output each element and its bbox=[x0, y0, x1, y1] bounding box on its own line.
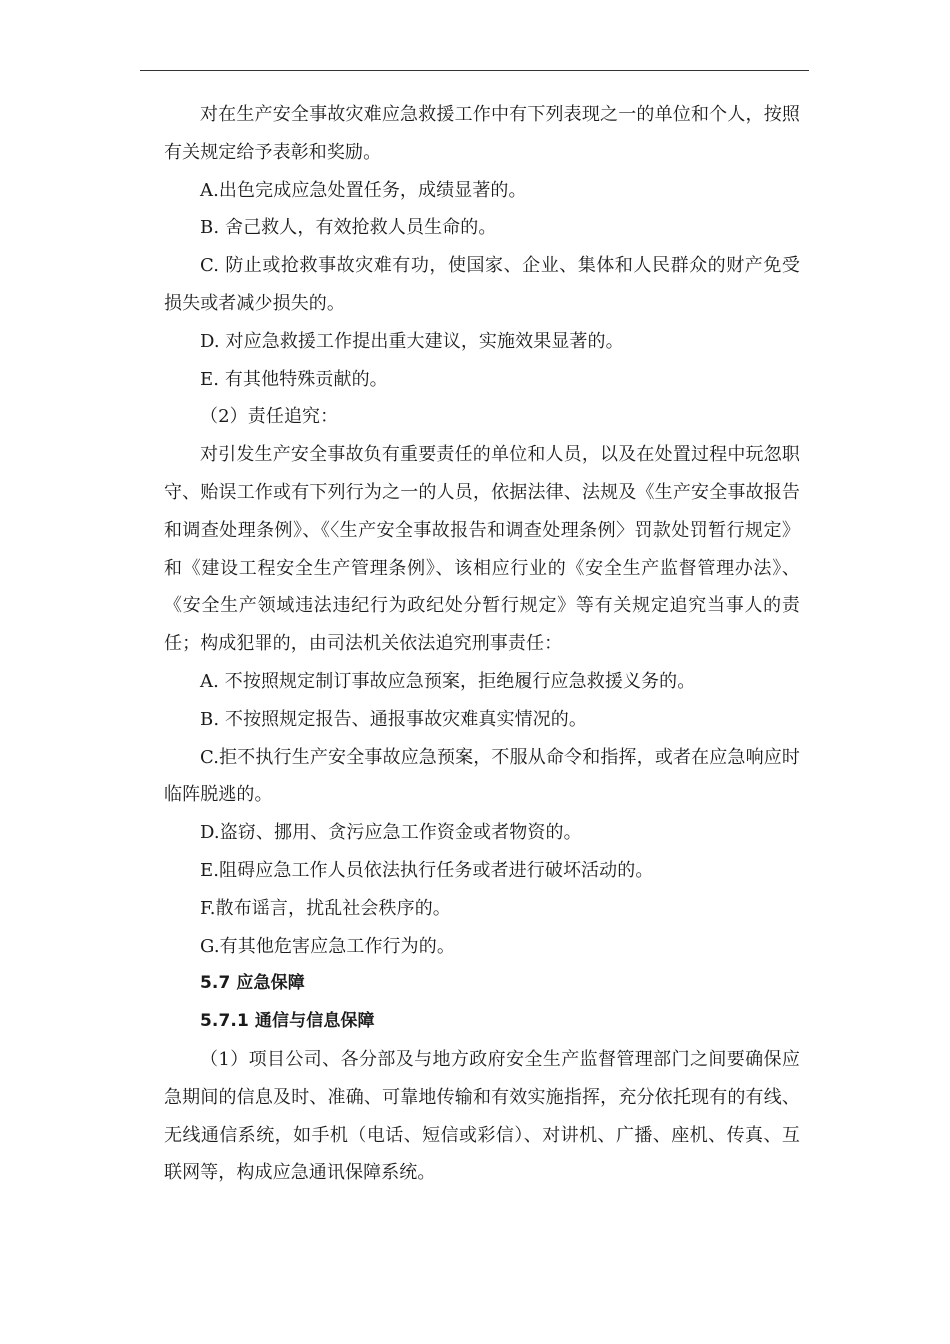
accountability-item-e: E.阻碍应急工作人员依法执行任务或者进行破坏活动的。 bbox=[200, 859, 654, 881]
accountability-item-g: G.有其他危害应急工作行为的。 bbox=[200, 935, 455, 957]
document-body bbox=[164, 96, 800, 1192]
reward-item-e: E. 有其他特殊贡献的。 bbox=[200, 368, 388, 390]
reward-item-a: A.出色完成应急处置任务，成绩显著的。 bbox=[200, 179, 527, 201]
paragraph-communication: （1）项目公司、各分部及与地方政府安全生产监督管理部门之间要确保应急期间的信息及时、准确、可靠地传输和有效实施指挥，充分依托现有的有线、无线通信系统，如手机（电话、短信或彩信）、对讲机、广播、座机、传真、互联网等，构成应急通讯保障系统。 bbox=[164, 1048, 800, 1184]
reward-item-c: C. 防止或抢救事故灾难有功，使国家、企业、集体和人民群众的财产免受损失或者减少损失的。 bbox=[164, 255, 800, 314]
accountability-item-f: F.散布谣言，扰乱社会秩序的。 bbox=[200, 897, 451, 919]
reward-item-b: B. 舍己救人，有效抢救人员生命的。 bbox=[200, 217, 497, 239]
section-heading-5-7-1: 5.7.1 通信与信息保障 bbox=[200, 1011, 375, 1032]
paragraph-accountability-intro: 对引发生产安全事故负有重要责任的单位和人员，以及在处置过程中玩忽职守、贻误工作或有下列行为之一的人员，依据法律、法规及《生产安全事故报告和调查处理条例》、《〈生产安全事故报告和调查处理条例〉罚款处罚暂行规定》和《建设工程安全生产管理条例》、该相应行业的《安全生产监督管理办法》、《安全生产领域违法违纪行为政纪处分暂行规定》等有关规定追究当事人的责任；构成犯罪的，由司法机关依法追究刑事责任： bbox=[164, 444, 800, 655]
accountability-item-c: C.拒不执行生产安全事故应急预案，不服从命令和指挥，或者在应急响应时临阵脱逃的。 bbox=[164, 746, 800, 806]
accountability-item-a: A. 不按照规定制订事故应急预案，拒绝履行应急救援义务的。 bbox=[200, 670, 696, 692]
header-rule bbox=[140, 70, 809, 71]
section-accountability-title: （2）责任追究： bbox=[200, 406, 339, 428]
accountability-item-b: B. 不按照规定报告、通报事故灾难真实情况的。 bbox=[200, 708, 587, 730]
reward-item-d: D. 对应急救援工作提出重大建议，实施效果显著的。 bbox=[200, 330, 624, 352]
paragraph-reward-intro: 对在生产安全事故灾难应急救援工作中有下列表现之一的单位和个人，按照有关规定给予表彰和奖励。 bbox=[164, 104, 800, 163]
accountability-item-d: D.盗窃、挪用、贪污应急工作资金或者物资的。 bbox=[200, 822, 582, 844]
section-heading-5-7: 5.7 应急保障 bbox=[200, 973, 305, 994]
